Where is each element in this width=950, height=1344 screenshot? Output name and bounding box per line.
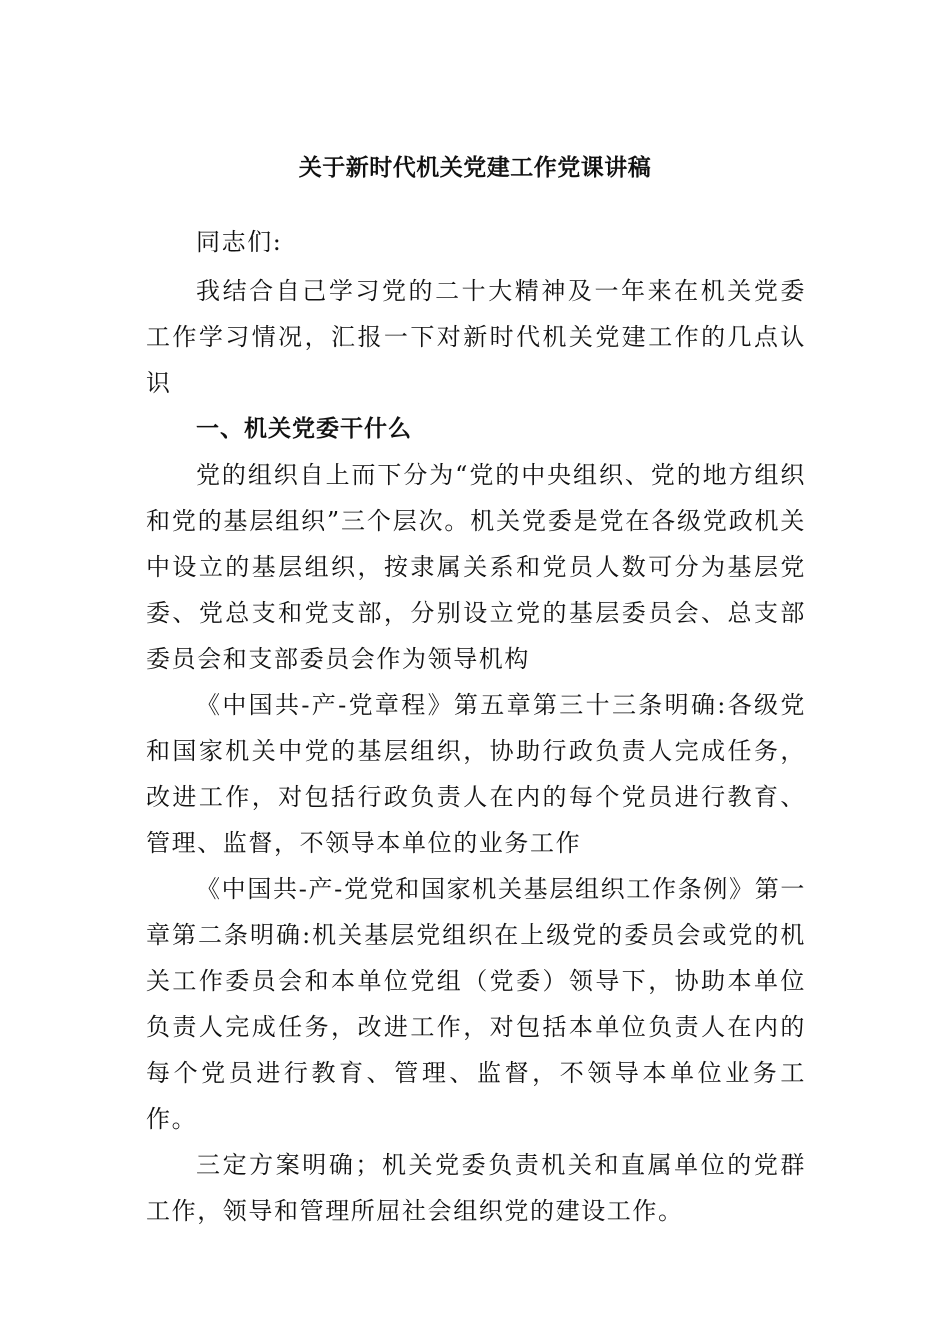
paragraph-work-regulations: 《中国共-产-党党和国家机关基层组织工作条例》第一章第二条明确:机关基层党组织在上级党的委员会或党的机关工作委员会和本单位党组（党委）领导下，协助本单位负责人完成任务，改进工作，对包括本单位负责人在内的每个党员进行教育、管理、监督，不领导本单位业务工作。 <box>146 875 806 1133</box>
paragraph-org-levels: 党的组织自上而下分为“党的中央组织、党的地方组织和党的基层组织”三个层次。机关党委是党在各级党政机关中设立的基层组织，按隶属关系和党员人数可分为基层党委、党总支和党支部，分别设立党的基层委员会、总支部委员会和支部委员会作为领导机构 <box>146 461 806 673</box>
greeting: 同志们: <box>196 228 283 256</box>
document-title: 关于新时代机关党建工作党课讲稿 <box>298 155 652 181</box>
section-heading: 一、机关党委干什么 <box>196 416 412 442</box>
paragraph-three-determinations: 三定方案明确；机关党委负责机关和直属单位的党群工作，领导和管理所屈社会组织党的建设工作。 <box>146 1151 806 1225</box>
paragraph-intro: 我结合自己学习党的二十大精神及一年来在机关党委工作学习情况，汇报一下对新时代机关党建工作的几点认识 <box>146 277 806 397</box>
paragraph-party-constitution: 《中国共-产-党章程》第五章第三十三条明确:各级党和国家机关中党的基层组织，协助行政负责人完成任务，改进工作，对包括行政负责人在内的每个党员进行教育、管理、监督，不领导本单位的业务工作 <box>146 691 806 857</box>
document-body <box>146 222 806 1234</box>
